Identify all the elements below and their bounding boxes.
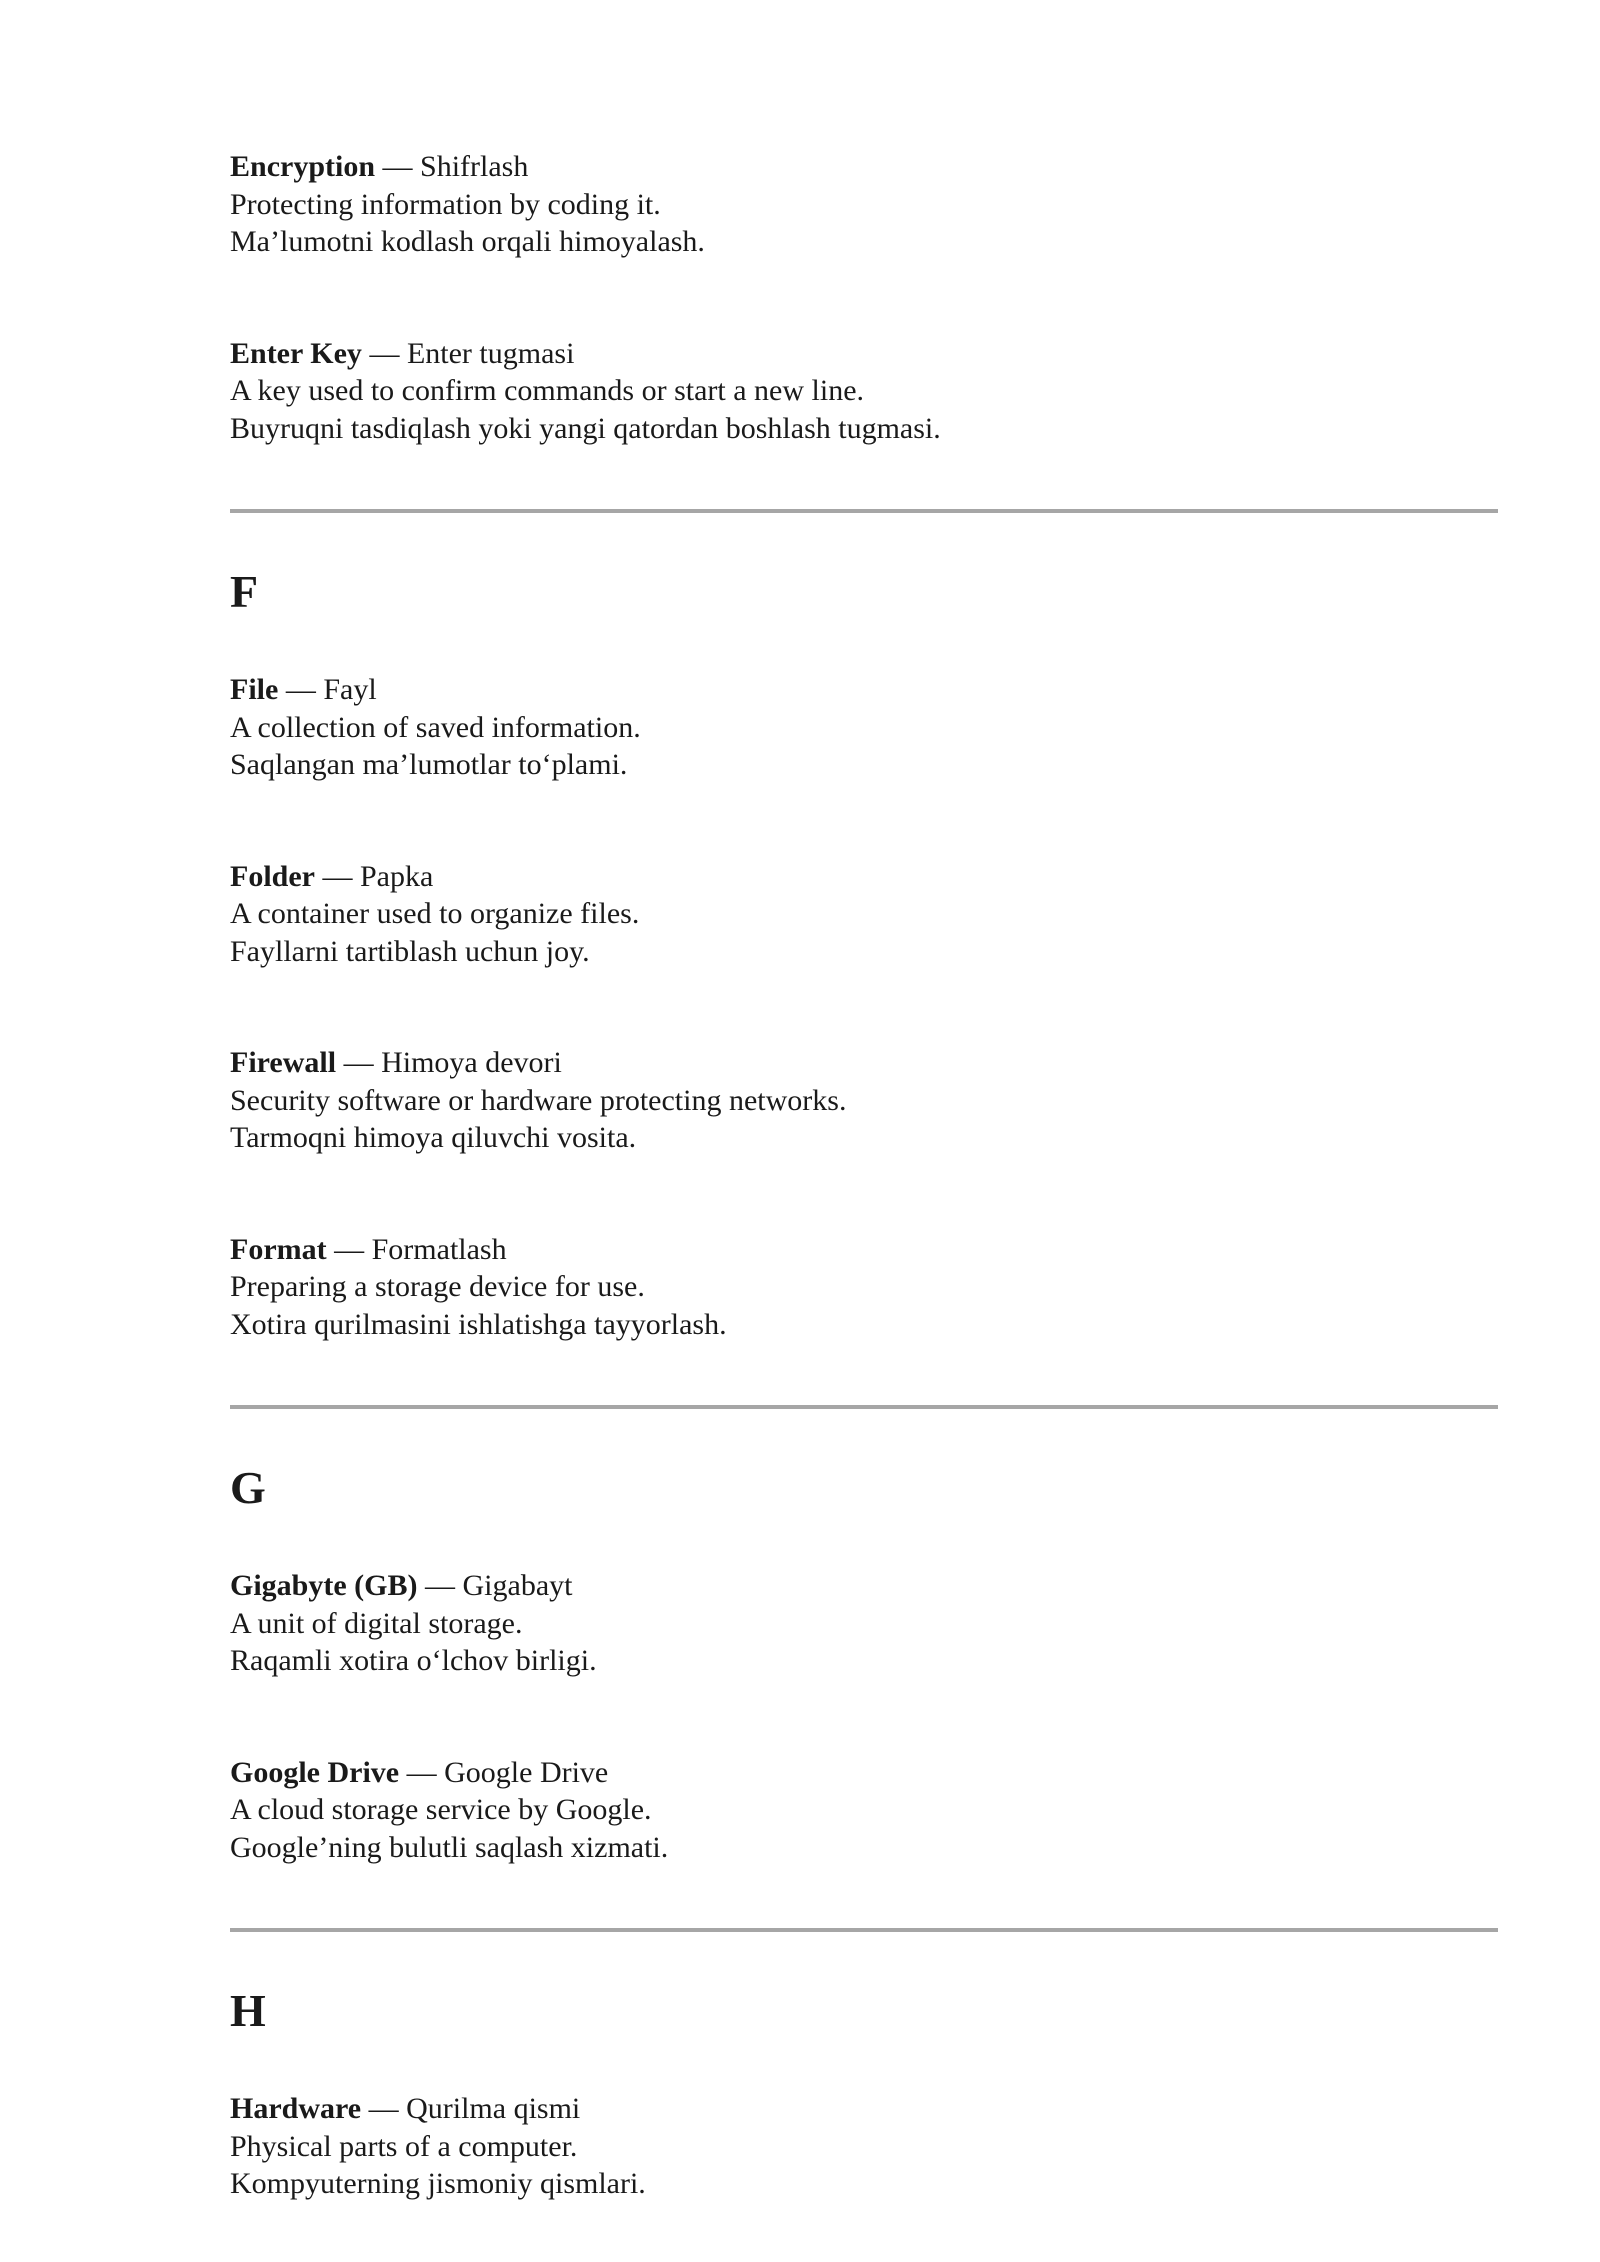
entry-definition-en: Security software or hardware protecting networks. [230,1083,847,1117]
entry-term: Encryption [230,150,376,183]
entry-definition-en: Physical parts of a computer. [230,2129,578,2163]
entry-translation: Gigabayt [462,1569,573,1602]
entry-definition-uz: Raqamli xotira o‘lchov birligi. [230,1644,597,1677]
entry-definition-uz: Tarmoqni himoya qiluvchi vosita. [230,1121,637,1154]
entry-dash: — [399,1755,445,1789]
entry-translation: Qurilma qismi [406,2092,581,2125]
section-letter: H [230,1985,266,2036]
glossary-entry [230,1231,1498,1344]
entry-translation: Formatlash [371,1232,507,1266]
entry-dash: — [417,1569,463,1602]
entry-translation: Himoya devori [381,1046,562,1079]
entry-definition-uz: Saqlangan ma’lumotlar to‘plami. [230,748,628,781]
entry-definition-en: A collection of saved information. [230,710,641,744]
glossary-entry [230,671,1498,784]
section-h [230,1985,1498,2203]
entry-translation: Papka [359,859,434,893]
entry-term: Firewall [230,1046,337,1079]
entry-definition-uz: Buyruqni tasdiqlash yoki yangi qatordan boshlash tugmasi. [230,411,941,445]
entry-dash: — [314,859,360,893]
entry-translation: Google Drive [444,1755,609,1789]
entry-dash: — [361,336,407,370]
section-e [230,148,1498,447]
glossary-entry [230,2090,1498,2203]
entry-definition-uz: Google’ning bulutli saqlash xizmati. [230,1830,669,1864]
entry-definition-en: A unit of digital storage. [230,1606,523,1640]
entry-definition-en: A key used to confirm commands or start a new line. [230,374,865,407]
entry-dash: — [361,2092,407,2125]
entry-term: Gigabyte (GB) [230,1569,418,1602]
glossary-entry [230,1567,1498,1680]
entry-definition-en: Preparing a storage device for use. [230,1270,645,1303]
section-g [230,1462,1498,1866]
entry-term: Format [230,1232,327,1266]
glossary-entry [230,335,1498,448]
entry-dash: — [375,150,421,183]
entry-term: Google Drive [230,1755,400,1789]
entry-dash: — [326,1232,372,1266]
entry-translation: Enter tugmasi [406,336,575,370]
entry-term: Folder [230,859,315,893]
entry-term: Enter Key [230,336,362,370]
entry-dash: — [278,673,324,706]
entry-definition-en: A cloud storage service by Google. [230,1793,652,1826]
entry-definition-en: Protecting information by coding it. [230,187,661,221]
glossary-page [230,148,1498,2203]
entry-term: Hardware [230,2092,362,2125]
entry-definition-uz: Fayllarni tartiblash uchun joy. [230,934,590,968]
entry-translation: Fayl [323,673,377,706]
entry-definition-uz: Ma’lumotni kodlash orqali himoyalash. [230,225,705,258]
entry-dash: — [336,1046,382,1079]
entry-term: File [230,673,279,706]
glossary-entry [230,1754,1498,1867]
section-letter: G [230,1462,266,1513]
glossary-entry [230,858,1498,971]
glossary-entry [230,1044,1498,1157]
entry-definition-uz: Kompyuterning jismoniy qismlari. [230,2167,646,2200]
entry-translation: Shifrlash [420,150,529,183]
section-letter: F [230,566,259,617]
entry-definition-en: A container used to organize files. [230,897,640,930]
glossary-entry [230,148,1498,261]
section-f [230,566,1498,1343]
entry-definition-uz: Xotira qurilmasini ishlatishga tayyorlash. [230,1307,727,1341]
